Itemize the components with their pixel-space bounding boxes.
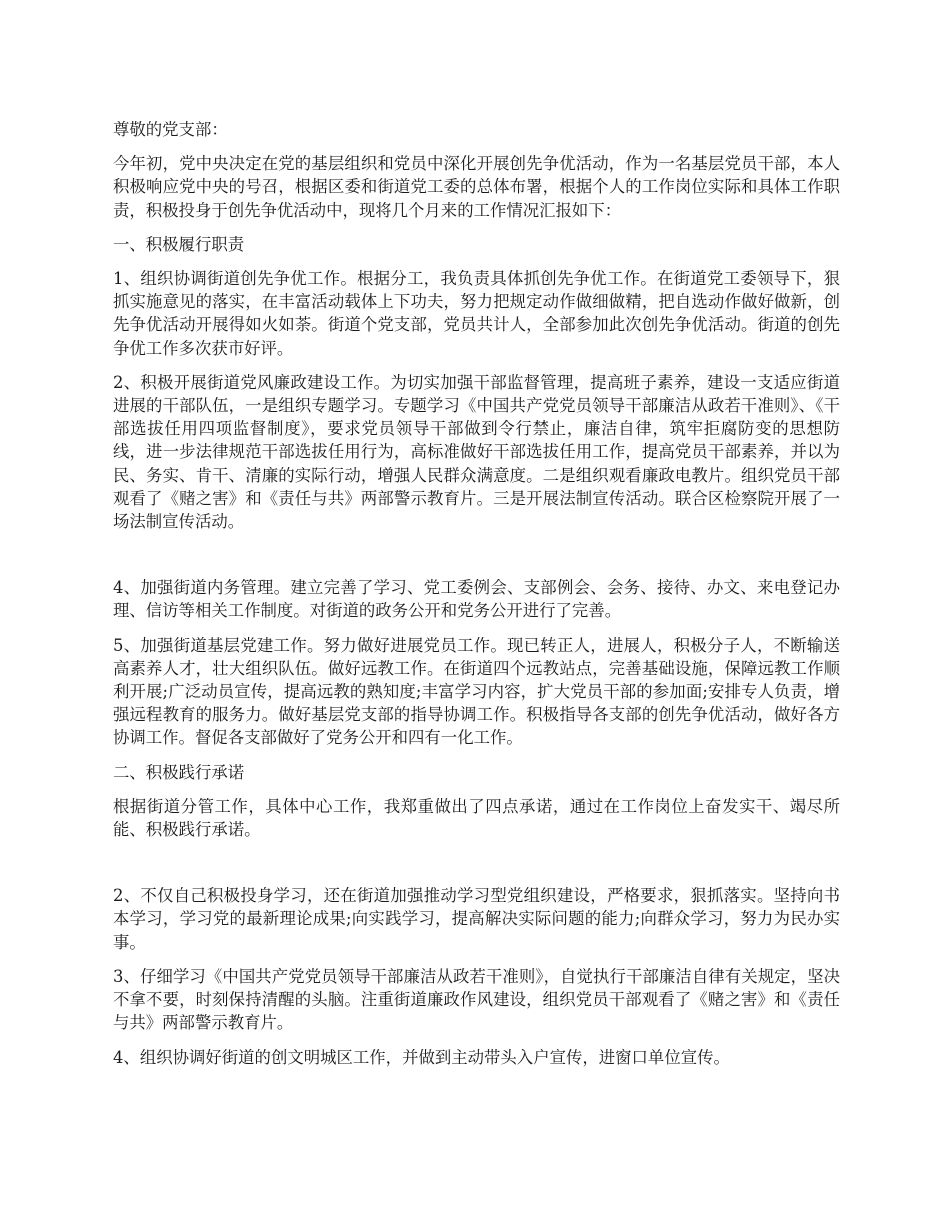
section-2-item-2: 2、不仅自己积极投身学习，还在街道加强推动学习型党组织建设，严格要求，狠抓落实。坚持向书本学习，学习党的最新理论成果;向实践学习，提高解决实际问题的能力;向群众学习，努力为民办实事。 xyxy=(113,886,840,952)
section-2-item-4: 4、组织协调好街道的创文明城区工作，并做到主动带头入户宣传，进窗口单位宣传。 xyxy=(113,1047,730,1067)
section-1-item-4: 4、加强街道内务管理。建立完善了学习、党工委例会、支部例会、会务、接待、办文、来电登记办理、信访等相关工作制度。对街道的政务公开和党务公开进行了完善。 xyxy=(113,578,840,621)
greeting: 尊敬的党支部： xyxy=(113,120,228,139)
blank-gap xyxy=(113,852,840,884)
intro-paragraph: 今年初，党中央决定在党的基层组织和党员中深化开展创先争优活动，作为一名基层党员干部，本人积极响应党中央的号召，根据区委和街道党工委的总体布署，根据个人的工作岗位实际和具体工作职责，积极投身于创先争优活动中，现将几个月来的工作情况汇报如下： xyxy=(113,154,840,220)
section-2-intro: 根据街道分管工作，具体中心工作，我郑重做出了四点承诺，通过在工作岗位上奋发实干、竭尽所能、积极践行承诺。 xyxy=(113,796,840,840)
section-2-heading: 二、积极践行承诺 xyxy=(113,762,245,782)
section-1-heading: 一、积极履行职责 xyxy=(113,234,245,254)
document-body xyxy=(113,118,840,1080)
section-1-item-2: 2、积极开展街道党风廉政建设工作。为切实加强干部监督管理，提高班子素养，建设一支适应街道进展的干部队伍，一是组织专题学习。专题学习《中国共产党党员领导干部廉洁从政若干准则》、《干部选拔任用四项监督制度》，要求党员领导干部做到令行禁止，廉洁自律，筑牢拒腐防变的思想防线，进一步法律规范干部选拔任用行为，高标准做好干部选拔任用工作，提高党员干部素养，并以为民、务实、肯干、清廉的实际行动，增强人民群众满意度。二是组织观看廉政电教片。组织党员干部观看了《赌之害》和《责任与共》两部警示教育片。三是开展法制宣传活动。联合区检察院开展了一场法制宣传活动。 xyxy=(113,372,840,532)
section-1-item-1: 1、组织协调街道创先争优工作。根据分工，我负责具体抓创先争优工作。在街道党工委领导下，狠抓实施意见的落实，在丰富活动载体上下功夫，努力把规定动作做细做精，把自选动作做好做新，创先争优活动开展得如火如荼。街道个党支部，党员共计人，全部参加此次创先争优活动。街道的创先争优工作多次获市好评。 xyxy=(113,269,840,358)
section-1-item-5: 5、加强街道基层党建工作。努力做好进展党员工作。现已转正人，进展人，积极分子人，不断输送高素养人才，壮大组织队伍。做好远教工作。在街道四个远教站点，完善基础设施，保障远教工作顺利开展;广泛动员宣传，提高远教的熟知度;丰富学习内容，扩大党员干部的参加面;安排专人负责，增强远程教育的服务力。做好基层党支部的指导协调工作。积极指导各支部的创先争优活动，做好各方协调工作。督促各支部做好了党务公开和四有一化工作。 xyxy=(113,635,840,748)
blank-gap xyxy=(113,544,840,576)
section-2-item-3: 3、仔细学习《中国共产党党员领导干部廉洁从政若干准则》，自觉执行干部廉洁自律有关规定，坚决不拿不要，时刻保持清醒的头脑。注重街道廉政作风建设，组织党员干部观看了《赌之害》和《责任与共》两部警示教育片。 xyxy=(113,966,840,1033)
